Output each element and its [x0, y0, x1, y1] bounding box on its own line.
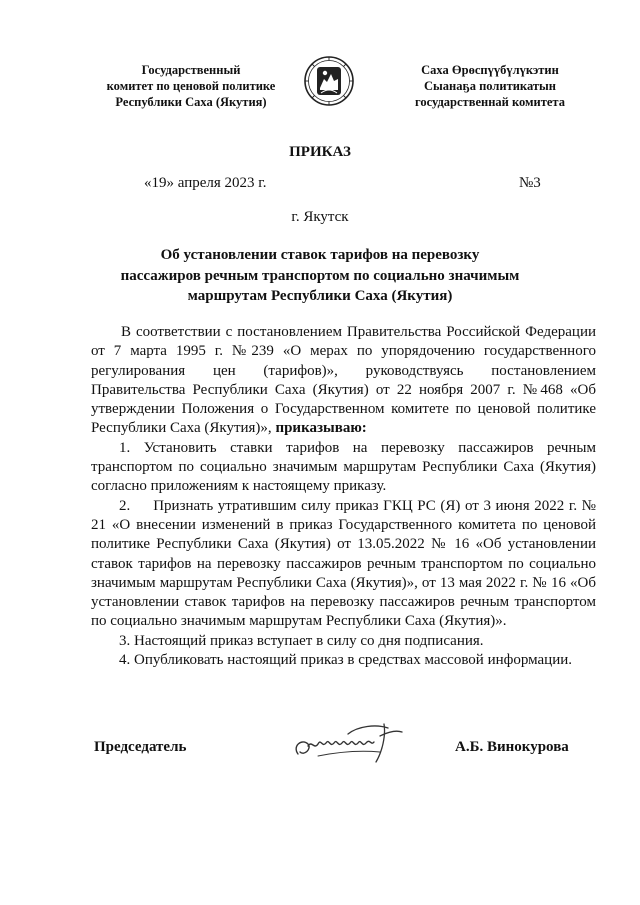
header-left-line-3: Республики Саха (Якутия) [115, 95, 267, 109]
header-right [400, 62, 580, 110]
item-2: 2. Признать утратившим силу приказ ГКЦ РС (Я) от 3 июня 2022 г. № 21 «О внесении изменений в приказ Государственного комитета по ценовой политике Республики Саха (Якутия) от 13.05.2022 № 16 «Об установлении ставок тарифов на перевозку пассажиров речным транспортом по социально значимым маршрутам Республики Саха (Якутия)», от 13 мая 2022 г. № 16 «Об установлении ставок тарифов на перевозку пассажиров речным транспортом по социально значимым маршрутам Республики Саха (Якутия)». [91, 497, 600, 630]
header-left [96, 62, 286, 110]
intro-paragraph [91, 323, 596, 439]
document-subject: Об установлении ставок тарифов на перевозку пассажиров речным транспортом по социально значимым маршрутам Республики Саха (Якутия) [120, 247, 520, 304]
item-3: 3. Настоящий приказ вступает в силу со дня подписания. [119, 632, 484, 649]
header-right-line-2: Сыанаҕа политикатын [424, 79, 556, 93]
document-body [91, 323, 600, 670]
signatory-name: А.Б. Винокурова [455, 739, 569, 755]
coat-of-arms-emblem-icon [303, 55, 355, 107]
header-right-line-3: государственнай комитета [415, 95, 565, 109]
header-right-line-1: Саха Өрөспүүбүлүкэтин [421, 63, 559, 77]
header-left-line-1: Государственный [141, 63, 241, 77]
intro-text: В соответствии с постановлением Правительства Российской Федерации от 7 марта 1995 г. №239 «О мерах по упорядочению государственного регулирования цен (тарифов)», руководствуясь постановлением Правительства Республики Саха (Якутия) от 22 ноября 2007 г. №468 «Об утверждении Положения о Государственном комитете по ценовой политике Республики Саха (Якутия)», [91, 324, 596, 437]
item-1: 1. Установить ставки тарифов на перевозку пассажиров речным транспортом по социально значимым маршрутам Республики Саха (Якутия) согласно приложениям к настоящему приказу. [91, 439, 596, 495]
document-date: «19» апреля 2023 г. [144, 175, 267, 191]
header-left-line-2: комитет по ценовой политике [106, 79, 276, 93]
document-title: ПРИКАЗ [289, 144, 351, 160]
document-number: №3 [519, 175, 541, 191]
handwritten-signature-icon [288, 716, 412, 772]
intro-bold: приказываю: [275, 420, 367, 437]
signatory-role: Председатель [94, 739, 187, 755]
document-city: г. Якутск [291, 209, 349, 225]
item-4: 4. Опубликовать настоящий приказ в средствах массовой информации. [119, 652, 573, 669]
